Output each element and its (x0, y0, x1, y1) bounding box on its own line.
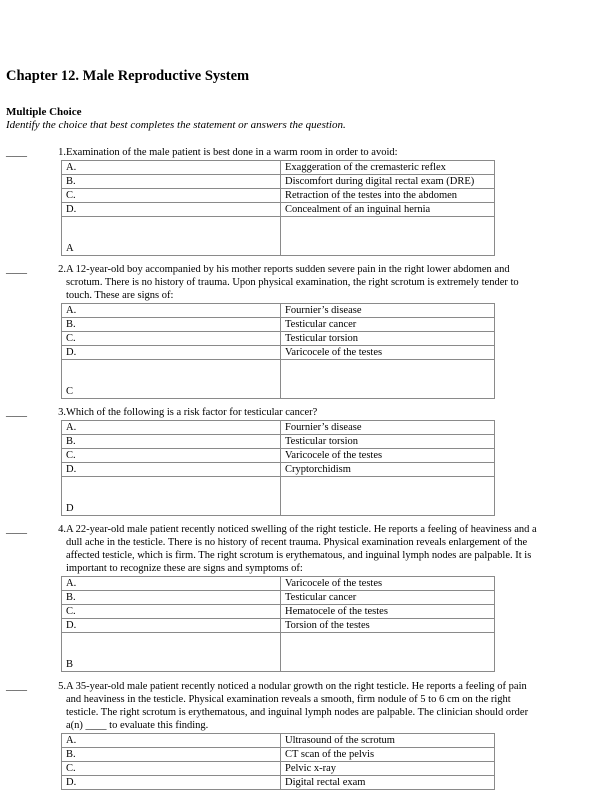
choice-text: Torsion of the testes (281, 619, 495, 633)
choice-letter: A. (62, 577, 281, 591)
answer-key: C (62, 360, 281, 399)
question-5 (6, 680, 541, 790)
choice-row (62, 332, 495, 346)
choice-row (62, 591, 495, 605)
choice-row (62, 304, 495, 318)
answer-blank: ____ (6, 264, 27, 275)
choice-letter: D. (62, 776, 281, 790)
choice-text: Cryptorchidism (281, 463, 495, 477)
choice-row (62, 346, 495, 360)
answer-blank: ____ (6, 147, 27, 158)
choice-text: Retraction of the testes into the abdomen (281, 189, 495, 203)
choice-row (62, 734, 495, 748)
choice-row (62, 161, 495, 175)
choice-letter: B. (62, 318, 281, 332)
instructions: Identify the choice that best completes the statement or answers the question. (6, 119, 346, 131)
question-2 (6, 263, 541, 399)
answer-empty-cell (281, 477, 495, 516)
choice-row (62, 175, 495, 189)
choice-row (62, 748, 495, 762)
question-text: A 35-year-old male patient recently noticed a nodular growth on the right testicle. He reports a feeling of pain and heaviness in the testicle. Physical examination reveals a smooth, firm nodule of 5 to 6 cm on the right testicle. The right scrotum is erythematous, and inguinal lymph nodes are palpable. The clinician should order a(n) ____ to evaluate this finding. (66, 681, 529, 731)
answer-blank: ____ (6, 524, 27, 535)
answer-row (62, 360, 495, 399)
question-number: 5. (58, 681, 66, 692)
choice-text: Digital rectal exam (281, 776, 495, 790)
question-number: 2. (58, 264, 66, 275)
choice-row (62, 421, 495, 435)
question-1 (6, 146, 541, 256)
choices-table (61, 160, 495, 256)
choice-text: Fournier’s disease (281, 304, 495, 318)
answer-row (62, 633, 495, 672)
choice-text: Exaggeration of the cremasteric reflex (281, 161, 495, 175)
chapter-title: Chapter 12. Male Reproductive System (6, 68, 250, 84)
answer-key: A (62, 217, 281, 256)
question-text: A 12-year-old boy accompanied by his mother reports sudden severe pain in the right lower abdomen and scrotum. There is no history of trauma. Upon physical examination, the right scrotum is extremely tender to touch. These are signs of: (66, 264, 519, 301)
choice-letter: D. (62, 346, 281, 360)
question-text: Examination of the male patient is best done in a warm room in order to avoid: (66, 147, 398, 158)
answer-row (62, 217, 495, 256)
question-4 (6, 523, 541, 672)
choice-row (62, 762, 495, 776)
choice-text: CT scan of the pelvis (281, 748, 495, 762)
choice-text: Concealment of an inguinal hernia (281, 203, 495, 217)
choices-table (61, 576, 495, 672)
choice-letter: B. (62, 591, 281, 605)
choice-text: Testicular torsion (281, 332, 495, 346)
choice-letter: B. (62, 748, 281, 762)
choice-text: Testicular cancer (281, 591, 495, 605)
choice-row (62, 189, 495, 203)
answer-key: D (62, 477, 281, 516)
choice-letter: A. (62, 304, 281, 318)
question-number: 4. (58, 524, 66, 535)
choice-text: Testicular torsion (281, 435, 495, 449)
question-number: 1. (58, 147, 66, 158)
choice-text: Varicocele of the testes (281, 577, 495, 591)
choice-row (62, 449, 495, 463)
question-text: A 22-year-old male patient recently noticed swelling of the right testicle. He reports a feeling of heaviness and a dull ache in the testicle. There is no history of recent trauma. Physical examination reveals enlargement of the affected testicle, which is firm. The right scrotum is erythematous, and inguinal lymph nodes are palpable. It is important to recognize these are signs and symptoms of: (66, 524, 537, 574)
choice-text: Discomfort during digital rectal exam (DRE) (281, 175, 495, 189)
choice-text: Pelvic x-ray (281, 762, 495, 776)
choice-letter: C. (62, 605, 281, 619)
answer-blank: ____ (6, 407, 27, 418)
choice-letter: D. (62, 463, 281, 477)
choice-row (62, 318, 495, 332)
question-number: 3. (58, 407, 66, 418)
choice-letter: A. (62, 734, 281, 748)
choice-letter: D. (62, 203, 281, 217)
choice-text: Fournier’s disease (281, 421, 495, 435)
choice-row (62, 605, 495, 619)
answer-key: B (62, 633, 281, 672)
choice-letter: C. (62, 332, 281, 346)
section-title: Multiple Choice (6, 106, 82, 118)
choice-text: Varicocele of the testes (281, 346, 495, 360)
choices-table (61, 303, 495, 399)
choice-row (62, 435, 495, 449)
answer-blank: ____ (6, 681, 27, 692)
choice-text: Testicular cancer (281, 318, 495, 332)
choice-text: Varicocele of the testes (281, 449, 495, 463)
answer-empty-cell (281, 360, 495, 399)
choice-letter: C. (62, 449, 281, 463)
choice-row (62, 577, 495, 591)
choice-row (62, 619, 495, 633)
answer-empty-cell (281, 217, 495, 256)
choice-letter: A. (62, 161, 281, 175)
answer-empty-cell (281, 633, 495, 672)
question-text: Which of the following is a risk factor for testicular cancer? (66, 407, 318, 418)
question-3 (6, 406, 541, 516)
choices-table (61, 733, 495, 790)
choice-letter: B. (62, 435, 281, 449)
choice-row (62, 776, 495, 790)
choice-letter: C. (62, 762, 281, 776)
choice-letter: B. (62, 175, 281, 189)
choice-letter: C. (62, 189, 281, 203)
choice-row (62, 463, 495, 477)
choice-letter: A. (62, 421, 281, 435)
choice-letter: D. (62, 619, 281, 633)
choice-text: Hematocele of the testes (281, 605, 495, 619)
choice-row (62, 203, 495, 217)
choice-text: Ultrasound of the scrotum (281, 734, 495, 748)
choices-table (61, 420, 495, 516)
answer-row (62, 477, 495, 516)
